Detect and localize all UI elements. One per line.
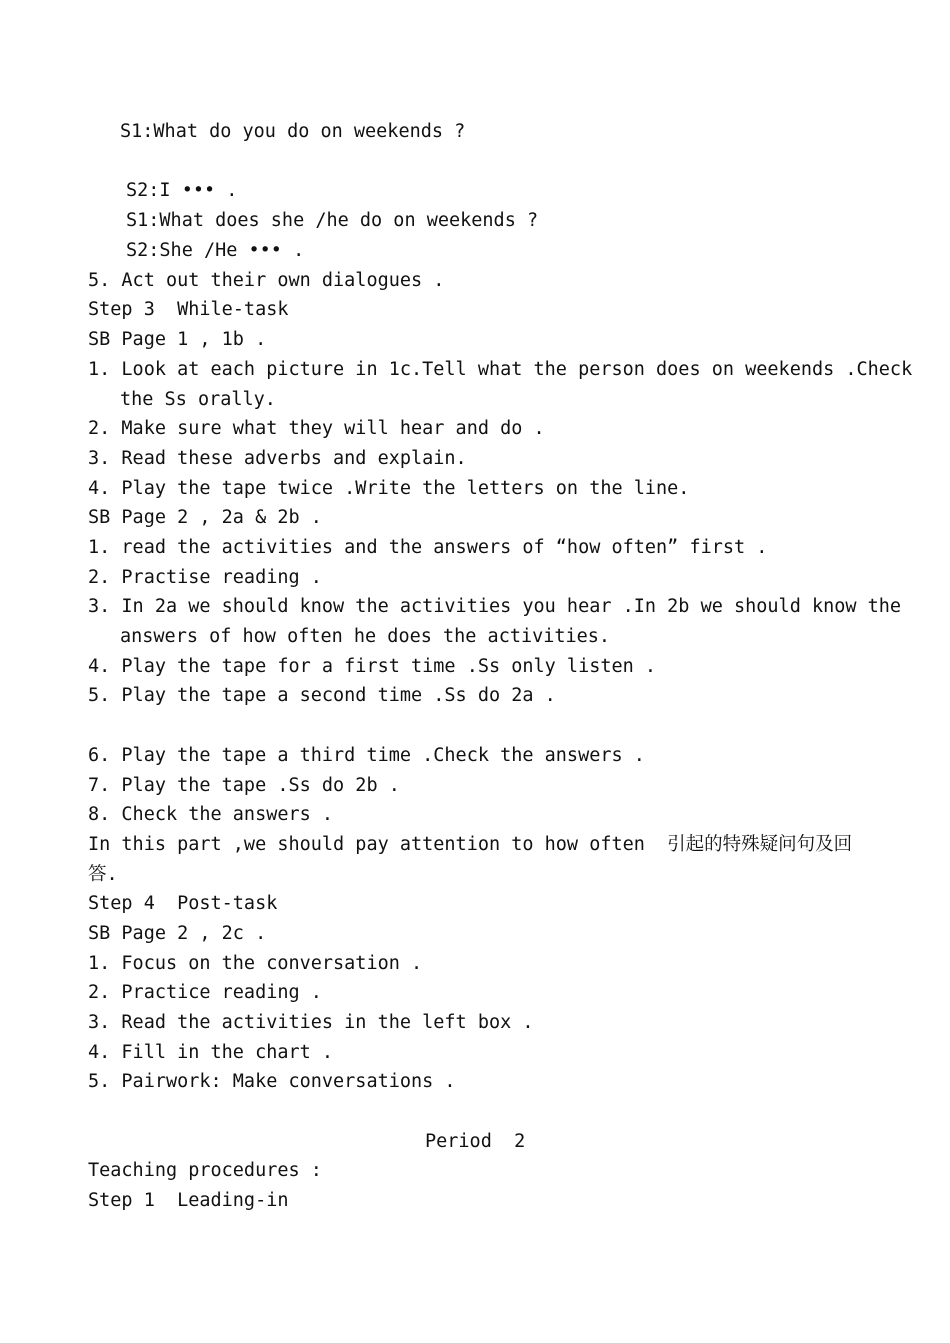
dialogue-line: S1:What do you do on weekends ? — [120, 121, 466, 142]
step-heading: Step 1 Leading-in — [88, 1190, 289, 1211]
list-item: 2. Practice reading . — [88, 982, 322, 1003]
list-item: 5. Pairwork: Make conversations . — [88, 1071, 456, 1092]
list-item: 1. Look at each picture in 1c.Tell what the person does on weekends .Check — [88, 359, 913, 380]
list-item: 4. Play the tape twice .Write the letters on the line. — [88, 478, 690, 499]
list-item: 1. read the activities and the answers of “how often” first . — [88, 537, 768, 558]
list-item: 1. Focus on the conversation . — [88, 953, 423, 974]
period-heading: Period 2 — [425, 1131, 526, 1152]
list-item: 2. Make sure what they will hear and do . — [88, 418, 545, 439]
dialogue-line: S2:I ••• . — [126, 180, 238, 201]
list-item: 8. Check the answers . — [88, 804, 334, 825]
section-label: SB Page 2 , 2c . — [88, 923, 267, 944]
note-line: In this part ,we should pay attention to how often 引起的特殊疑问句及回 — [88, 834, 853, 855]
note-line-continuation: 答. — [88, 864, 118, 885]
step-heading: Step 3 While-task — [88, 299, 289, 320]
step-heading: Step 4 Post-task — [88, 893, 278, 914]
list-item: 7. Play the tape .Ss do 2b . — [88, 775, 400, 796]
list-item-continuation: the Ss orally. — [120, 389, 276, 410]
section-label: SB Page 1 , 1b . — [88, 329, 267, 350]
list-item: 3. Read these adverbs and explain. — [88, 448, 467, 469]
list-item: 4. Fill in the chart . — [88, 1042, 334, 1063]
dialogue-line: S2:She /He ••• . — [126, 240, 305, 261]
list-item: 3. In 2a we should know the activities you hear .In 2b we should know the — [88, 596, 902, 617]
list-item: 2. Practise reading . — [88, 567, 322, 588]
list-item: 6. Play the tape a third time .Check the answers . — [88, 745, 645, 766]
list-item: 3. Read the activities in the left box . — [88, 1012, 534, 1033]
dialogue-line: S1:What does she /he do on weekends ? — [126, 210, 539, 231]
procedures-heading: Teaching procedures : — [88, 1160, 322, 1181]
section-label: SB Page 2 , 2a & 2b . — [88, 507, 322, 528]
list-item-continuation: answers of how often he does the activities. — [120, 626, 611, 647]
list-item: 5. Act out their own dialogues . — [88, 270, 445, 291]
list-item: 4. Play the tape for a first time .Ss only listen . — [88, 656, 657, 677]
list-item: 5. Play the tape a second time .Ss do 2a . — [88, 685, 556, 706]
